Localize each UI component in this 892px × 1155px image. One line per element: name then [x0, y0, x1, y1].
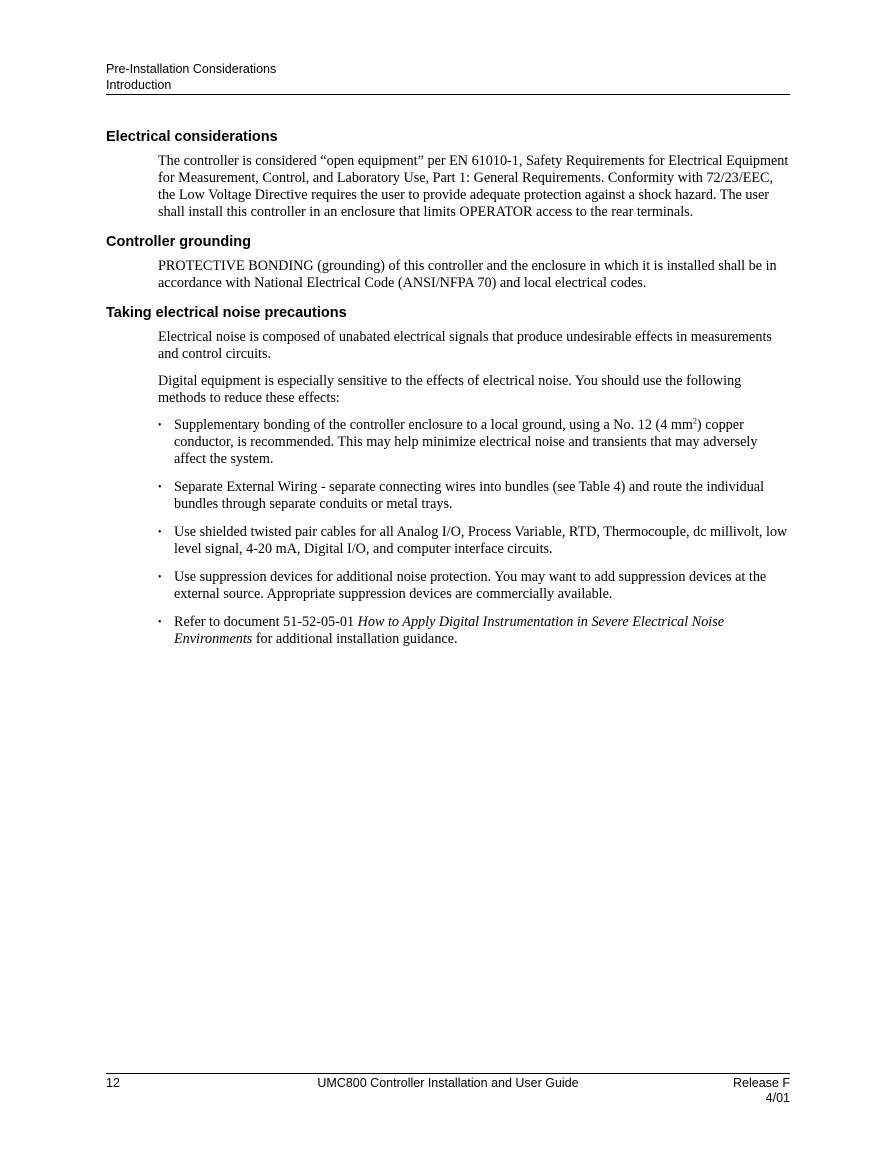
bullet-icon: •	[158, 482, 162, 493]
section-body	[158, 258, 790, 292]
list-item-text: ) copper conductor, is recommended. This may help minimize electrical noise and transients that may adversely affect the system.	[174, 417, 758, 467]
bullet-list	[158, 417, 790, 648]
list-item-text: Refer to document 51-52-05-01	[174, 614, 358, 630]
header-chapter: Pre-Installation Considerations	[106, 62, 277, 76]
bullet-icon: •	[158, 527, 162, 538]
list-item-text: Use shielded twisted pair cables for all Analog I/O, Process Variable, RTD, Thermocouple, dc millivolt, low level signal, 4-20 mA, Digital I/O, and computer interface circuits.	[174, 524, 788, 557]
paragraph: Electrical noise is composed of unabated electrical signals that produce undesirable effects in measurements and control circuits.	[158, 329, 772, 362]
release-date: 4/01	[765, 1091, 790, 1105]
list-item	[158, 417, 790, 468]
page-footer	[106, 1073, 790, 1105]
section-heading: Taking electrical noise precautions	[106, 305, 347, 321]
list-item	[158, 614, 790, 648]
page-content	[106, 128, 790, 660]
page-header	[106, 62, 790, 95]
section-body	[158, 329, 790, 648]
section-body	[158, 153, 790, 221]
list-item	[158, 524, 790, 558]
list-item	[158, 479, 790, 513]
list-item	[158, 569, 790, 603]
header-section: Introduction	[106, 77, 172, 92]
page-number: 12	[106, 1076, 120, 1090]
document-title: UMC800 Controller Installation and User Guide	[317, 1076, 579, 1090]
release-label: Release F	[733, 1076, 790, 1090]
bullet-icon: •	[158, 572, 162, 583]
section-electrical-considerations	[106, 128, 790, 221]
section-noise-precautions	[106, 304, 790, 648]
section-controller-grounding	[106, 233, 790, 292]
section-heading: Controller grounding	[106, 234, 251, 250]
release-info	[733, 1076, 790, 1106]
superscript: 2	[692, 416, 697, 426]
section-heading: Electrical considerations	[106, 129, 278, 145]
document-title-reference: How to Apply Digital Instrumentation in Severe Electrical Noise Environments	[174, 614, 725, 647]
paragraph: The controller is considered “open equipment” per EN 61010-1, Safety Requirements for Electrical Equipment for Measurement, Control, and Laboratory Use, Part 1: General Requirements. Conformity with 72/23/EEC, the Low Voltage Directive requires the user to provide adequate protection against a shock hazard. The user shall install this controller in an enclosure that limits OPERATOR access to the rear terminals.	[158, 153, 789, 220]
bullet-icon: •	[158, 420, 162, 431]
list-item-text: for additional installation guidance.	[252, 631, 458, 647]
list-item-text: Use suppression devices for additional noise protection. You may want to add suppression devices at the external source. Appropriate suppression devices are commercially available.	[174, 569, 767, 602]
list-item-text: Separate External Wiring - separate connecting wires into bundles (see Table 4) and route the individual bundles through separate conduits or metal trays.	[174, 479, 765, 512]
paragraph: PROTECTIVE BONDING (grounding) of this controller and the enclosure in which it is installed shall be in accordance with National Electrical Code (ANSI/NFPA 70) and local electrical codes.	[158, 258, 777, 291]
paragraph: Digital equipment is especially sensitive to the effects of electrical noise. You should use the following methods to reduce these effects:	[158, 373, 742, 406]
list-item-text: Supplementary bonding of the controller enclosure to a local ground, using a No. 12 (4 mm	[174, 417, 693, 433]
bullet-icon: •	[158, 617, 162, 628]
